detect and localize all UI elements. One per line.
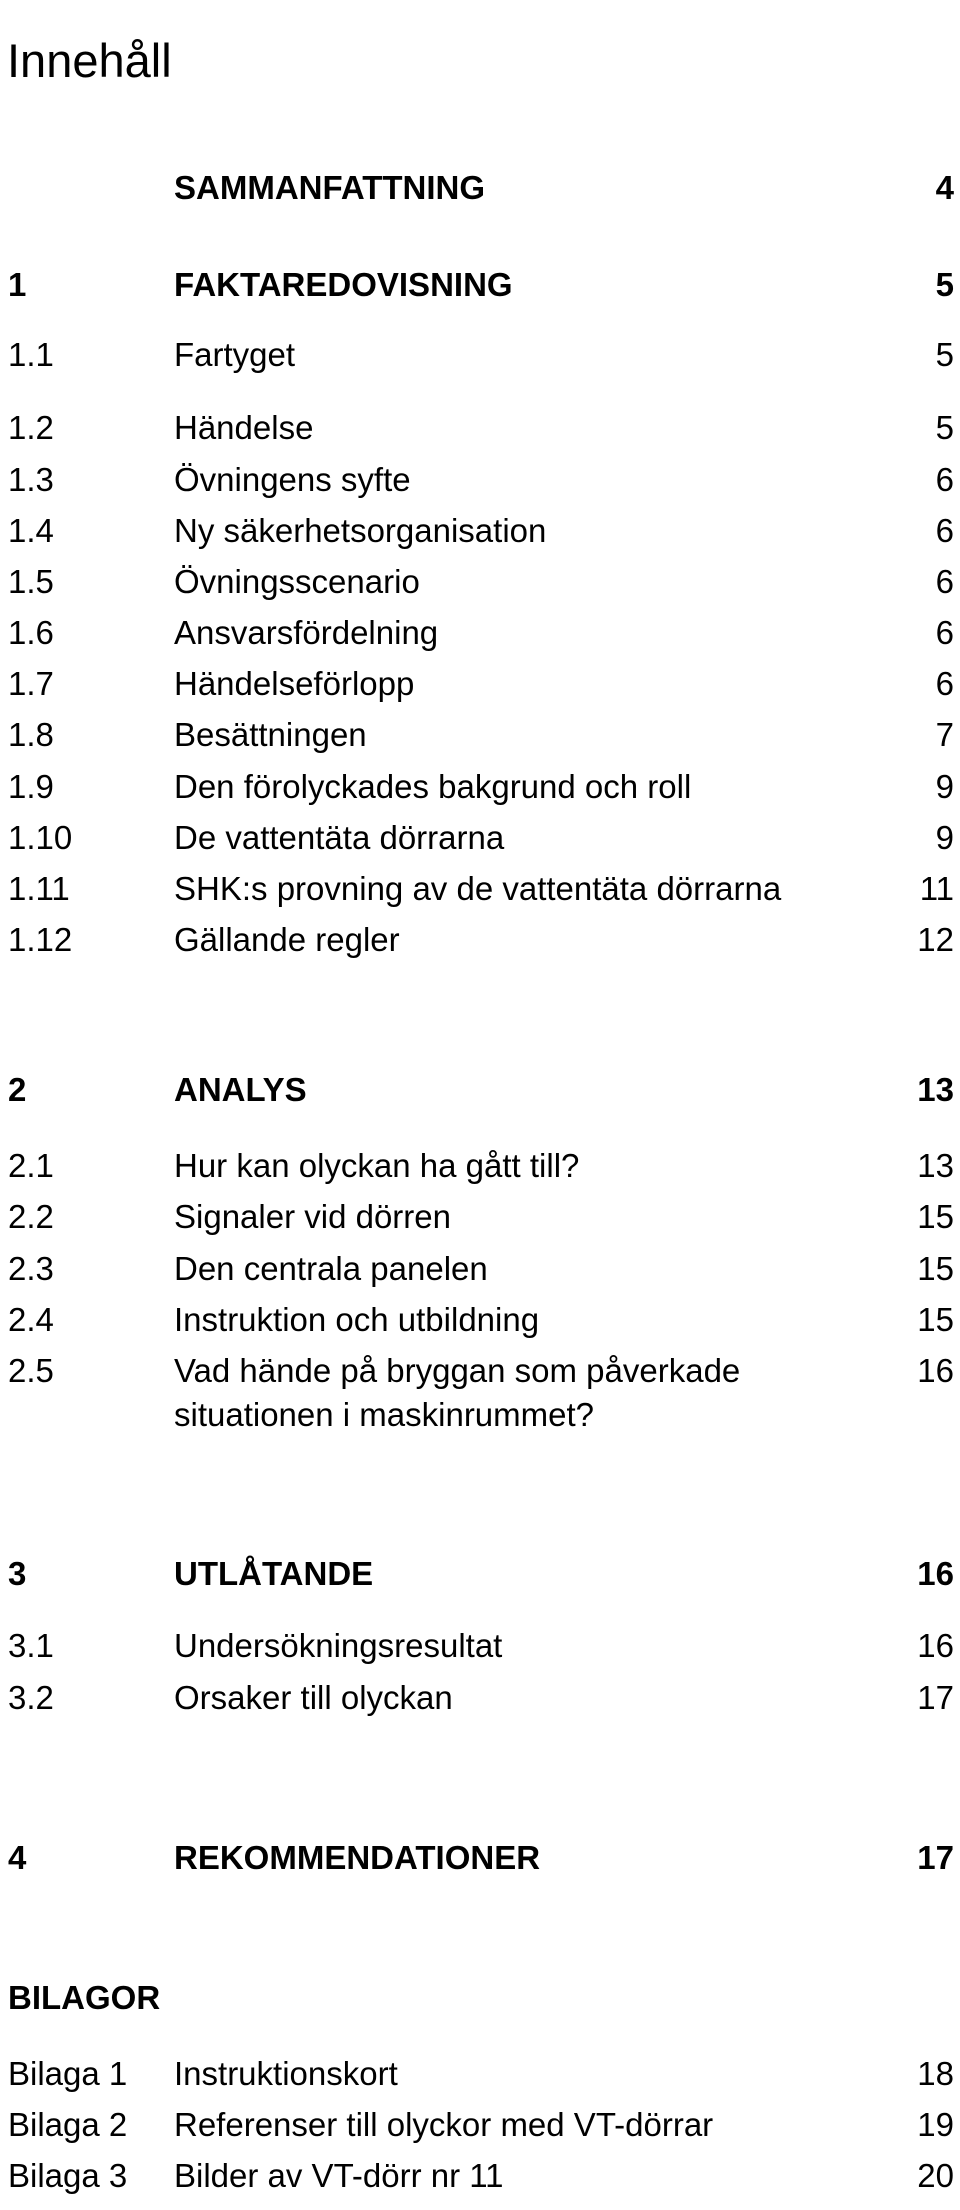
appendix-row[interactable] (0, 2054, 960, 2094)
toc-title: Hur kan olyckan ha gått till? (174, 1147, 580, 1184)
toc-section-heading[interactable] (0, 265, 960, 305)
toc-title: Fartyget (174, 336, 296, 373)
toc-entry[interactable] (0, 1197, 960, 1237)
appendix-number: Bilaga 2 (8, 2106, 128, 2143)
toc-page-number: 6 (935, 614, 954, 651)
toc-page-number: 13 (917, 1071, 954, 1108)
page-title: Innehåll (7, 34, 172, 88)
appendix-title: Referenser till olyckor med VT-dörrar (174, 2106, 714, 2143)
toc-title: SHK:s provning av de vattentäta dörrarna (174, 870, 782, 907)
toc-number: 1.1 (8, 336, 54, 373)
toc-title: Händelse (174, 409, 314, 446)
appendix-page: 20 (917, 2157, 954, 2194)
toc-page-number: 11 (919, 870, 954, 907)
toc-entry[interactable] (0, 562, 960, 602)
toc-entry[interactable] (0, 818, 960, 858)
toc-entry[interactable] (0, 920, 960, 960)
appendix-number: Bilaga 1 (8, 2055, 128, 2092)
toc-number: 2.5 (8, 1352, 54, 1389)
toc-page-number: 5 (935, 336, 954, 373)
toc-page-number: 17 (917, 1679, 954, 1716)
toc-title: Signaler vid dörren (174, 1198, 451, 1235)
toc-title: De vattentäta dörrarna (174, 819, 505, 856)
toc-page-number: 12 (917, 921, 954, 958)
toc-page-number: 16 (917, 1627, 954, 1664)
appendix-number: Bilaga 3 (8, 2157, 128, 2194)
toc-entry[interactable] (0, 1146, 960, 1186)
toc-number: 2.2 (8, 1198, 54, 1235)
toc-title: Besättningen (174, 716, 367, 753)
toc-title: Instruktion och utbildning (174, 1301, 540, 1338)
toc-entry[interactable] (0, 1678, 960, 1718)
toc-page-number: 17 (917, 1839, 954, 1876)
toc-section-heading[interactable] (0, 1838, 960, 1878)
toc-number: 1.10 (8, 819, 73, 856)
toc-entry[interactable] (0, 1626, 960, 1666)
appendix-row[interactable] (0, 2156, 960, 2196)
toc-entry[interactable] (0, 613, 960, 653)
appendix-row[interactable] (0, 2105, 960, 2145)
toc-number: 1.4 (8, 512, 54, 549)
toc-page-number: 6 (935, 563, 954, 600)
toc-title: Övningsscenario (174, 563, 420, 600)
appendix-page: 19 (917, 2106, 954, 2143)
toc-entry[interactable] (0, 511, 960, 551)
toc-title: Ny säkerhetsorganisation (174, 512, 547, 549)
toc-page-number: 16 (917, 1352, 954, 1389)
toc-entry[interactable] (0, 460, 960, 500)
toc-number: 2.3 (8, 1250, 54, 1287)
toc-page-number: 15 (917, 1198, 954, 1235)
toc-page-number: 9 (935, 768, 954, 805)
toc-number: 1.3 (8, 461, 54, 498)
toc-page-number: 6 (935, 665, 954, 702)
toc-entry[interactable] (0, 1300, 960, 1340)
toc-page-number: 5 (935, 266, 954, 303)
toc-number: 1.11 (8, 870, 70, 907)
toc-page-number: 15 (917, 1301, 954, 1338)
toc-entry[interactable] (0, 715, 960, 755)
toc-entry[interactable] (0, 408, 960, 448)
toc-number: 3 (8, 1555, 27, 1592)
toc-page-number: 15 (917, 1250, 954, 1287)
toc-title: Övningens syfte (174, 461, 411, 498)
toc-title: Händelseförlopp (174, 665, 415, 702)
toc-number: 1.12 (8, 921, 73, 958)
toc-number: 1.5 (8, 563, 54, 600)
toc-page-number: 9 (935, 819, 954, 856)
toc-title: Undersökningsresultat (174, 1627, 503, 1664)
toc-number: 3.1 (8, 1627, 54, 1664)
toc-number: 1.6 (8, 614, 54, 651)
toc-number: 1.7 (8, 665, 54, 702)
toc-entry[interactable] (0, 1249, 960, 1289)
toc-number: 2.4 (8, 1301, 54, 1338)
toc-title: Ansvarsfördelning (174, 614, 439, 651)
appendix-title: Bilder av VT-dörr nr 11 (174, 2157, 504, 2194)
appendix-heading: BILAGOR (8, 1979, 161, 2016)
toc-entry[interactable] (0, 1351, 960, 1433)
toc-title: ANALYS (174, 1071, 307, 1108)
appendix-title: Instruktionskort (174, 2055, 398, 2092)
toc-entry[interactable] (0, 335, 960, 375)
toc-title: FAKTAREDOVISNING (174, 266, 513, 303)
toc-number: 1.9 (8, 768, 54, 805)
toc-entry[interactable] (0, 767, 960, 807)
toc-entry[interactable] (0, 869, 960, 909)
toc-title: UTLÅTANDE (174, 1555, 374, 1592)
appendix-page: 18 (917, 2055, 954, 2092)
toc-entry[interactable] (0, 664, 960, 704)
toc-section-heading[interactable] (0, 1070, 960, 1110)
toc-title: Orsaker till olyckan (174, 1679, 453, 1716)
toc-page-number: 16 (917, 1555, 954, 1592)
toc-number: 2 (8, 1071, 27, 1108)
toc-number: 3.2 (8, 1679, 54, 1716)
toc-number: 1 (8, 266, 27, 303)
toc-section-heading[interactable] (0, 168, 960, 208)
toc-title-continuation: situationen i maskinrummet? (174, 1396, 595, 1433)
toc-page-number: 6 (935, 512, 954, 549)
toc-section-heading[interactable] (0, 1554, 960, 1594)
toc-page-number: 7 (935, 716, 954, 753)
toc-number: 1.2 (8, 409, 54, 446)
toc-title: Den förolyckades bakgrund och roll (174, 768, 692, 805)
toc-number: 4 (8, 1839, 27, 1876)
toc-title: Vad hände på bryggan som påverkade (174, 1352, 741, 1389)
toc-title: Den centrala panelen (174, 1250, 488, 1287)
toc-page-number: 6 (935, 461, 954, 498)
toc-page-number: 13 (917, 1147, 954, 1184)
toc-page-number: 5 (935, 409, 954, 446)
toc-title: SAMMANFATTNING (174, 169, 486, 206)
toc-number: 1.8 (8, 716, 54, 753)
toc-title: REKOMMENDATIONER (174, 1839, 541, 1876)
toc-page-number: 4 (935, 169, 954, 206)
toc-title: Gällande regler (174, 921, 400, 958)
toc-number: 2.1 (8, 1147, 54, 1184)
